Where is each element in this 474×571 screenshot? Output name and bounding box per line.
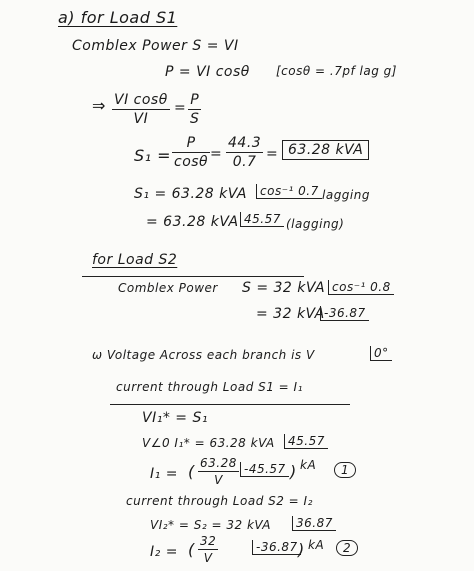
derive-left-numerator: VI cosθ [114,92,168,108]
s1-polar: S₁ = 63.28 kVA [134,186,247,202]
s1-polar-suffix: lagging [322,188,370,202]
equals-sign: = [266,146,279,162]
s1-value-denominator: 0.7 [232,154,257,170]
s1-deg-prefix: = 63.28 kVA [146,214,239,230]
underline-rule [82,276,304,277]
i1-fraction [198,456,239,487]
heading-load-s2: for Load S2 [92,252,178,268]
current-s2-line: current through Load S2 = I₂ [126,494,313,508]
s1-deg-suffix: (lagging) [286,217,345,231]
voltage-line: ω Voltage Across each branch is V [92,348,315,362]
fraction-bar [198,471,239,472]
i2-angle: -36.87 [252,540,301,555]
i2-label: I₂ = [150,544,178,560]
derive-right-denominator: S [190,111,200,127]
p-formula: P = VI cosθ [165,64,250,80]
i2-equation-tag: 2 [336,540,358,556]
i1-numerator: 63.28 [200,456,237,470]
s1-deg-angle: 45.57 [240,212,284,227]
eq-v-i1-angle: 45.57 [284,434,328,449]
s1-fraction [172,135,210,170]
fraction-bar [188,109,201,110]
derive-left-denominator: VI [133,111,149,127]
derive-right-fraction [188,92,201,127]
open-paren: ( [188,540,195,559]
i2-numerator: 32 [200,534,217,548]
fraction-bar [172,152,210,153]
open-paren: ( [188,462,195,481]
equals-sign: = [174,100,187,116]
underline-rule [110,404,350,405]
s1-label: S₁ = [134,146,172,165]
s2-polar-angle: -36.87 [320,306,369,321]
fraction-bar [226,152,263,153]
eq-vi2-angle: 36.87 [292,516,336,531]
s1-result-box: 63.28 kVA [282,140,369,160]
current-s1-line: current through Load S1 = I₁ [116,380,303,394]
close-paren: ) [298,540,305,559]
s1-numerator: P [186,135,196,151]
eq-vi1-s1: VI₁* = S₁ [142,410,208,426]
heading-load-s1: a) for Load S1 [58,8,178,27]
i1-denominator: V [214,473,223,487]
i1-angle: -45.57 [240,462,289,477]
voltage-angle: 0° [370,346,392,361]
derive-left-fraction [112,92,170,127]
s1-value-fraction [226,135,263,170]
fraction-bar [198,549,218,550]
derive-right-numerator: P [190,92,200,108]
i1-unit: kA [300,458,317,472]
fraction-bar [112,109,170,110]
i2-unit: kA [308,538,325,552]
s2-value: S = 32 kVA [242,280,326,296]
pf-note: [cosθ = .7pf lag g] [276,64,397,78]
implies-arrow: ⇒ [92,96,106,115]
s1-polar-angle: cos⁻¹ 0.7 [256,184,322,199]
s1-denominator: cosθ [174,154,209,170]
i1-equation-tag: 1 [334,462,356,478]
i2-fraction [198,534,218,565]
eq-vi2-prefix: VI₂* = S₂ = 32 kVA [150,518,271,532]
s2-polar-prefix: = 32 kVA [256,306,325,322]
complex-power-line: Comblex Power S = VI [72,38,239,54]
i1-label: I₁ = [150,466,178,482]
eq-v-i1-prefix: V∠0 I₁* = 63.28 kVA [142,436,275,450]
complex-power-line-2: Comblex Power [118,281,218,295]
close-paren: ) [290,462,297,481]
s1-value-numerator: 44.3 [228,135,262,151]
s2-angle: cos⁻¹ 0.8 [328,280,394,295]
equals-sign: = [210,146,223,162]
i2-denominator: V [203,551,213,565]
